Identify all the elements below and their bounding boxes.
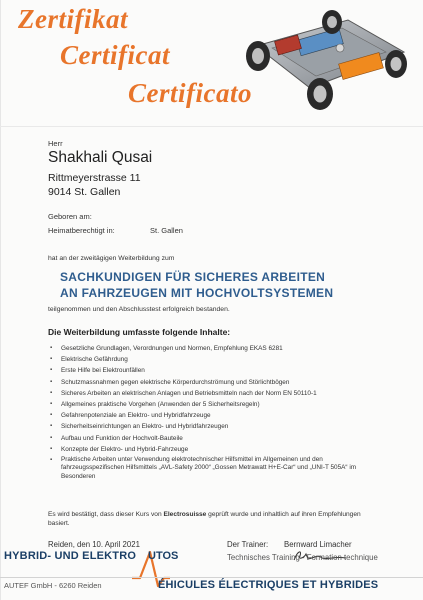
header-divider (0, 126, 423, 127)
brand-tagline: Technisches Training - Formation technique (227, 553, 378, 562)
contents-title: Die Weiterbildung umfasste folgende Inhalte: (48, 327, 231, 337)
brand-autos: UTOS (148, 550, 179, 562)
confirm-pre: Es wird bestätigt, dass dieser Kurs von (48, 511, 164, 518)
hometown-label: Heimatberechtigt in: (48, 226, 115, 235)
list-item: ▪ Gefahrenpotenziale an Elektro- und Hybridfahrzeuge (48, 411, 378, 422)
place-date: Reiden, den 10. April 2021 (48, 540, 140, 549)
course-heading-line1: SACHKUNDIGEN FÜR SICHERES ARBEITEN (60, 270, 326, 284)
trainer-name: Bernward Limacher (284, 540, 352, 549)
salutation: Herr (48, 139, 63, 148)
recipient-name: Shakhali Qusai (48, 149, 153, 166)
title-italian: Certificato (128, 78, 252, 108)
footer-divider (0, 577, 423, 578)
list-item: ▪ Allgemeines praktische Vorgehen (Anwenden der 5 Sicherheitsregeln) (48, 400, 378, 411)
list-item: ▪ Elektrische Gefährdung (48, 355, 378, 366)
list-item: ▪ Aufbau und Funktion der Hochvolt-Bauteile (48, 434, 378, 445)
list-item: ▪ Sicherheitseinrichtungen an Elektro- und Hybridfahrzeugen (48, 422, 378, 433)
confirm-post: geprüft wurde und inhaltlich auf ihren Empfehlungen basiert. (48, 511, 361, 527)
trainer-label: Der Trainer: (227, 540, 269, 549)
brand-hybrid-elektro: HYBRID- UND ELEKTRO (4, 550, 137, 562)
list-item: ▪ Praktische Arbeiten unter Verwendung elektrotechnischer Hilfsmittel im Allgemeinen und den fahrzeugsspezifischen Hilfsmittels „AVL-Safety 2000“ „Gossen Metrawatt H+E-Car“ und „UNI-T 505A“ im Besonderen (48, 456, 378, 484)
list-item: ▪ Schutzmassnahmen gegen elektrische Körperdurchströmung und Störlichtbögen (48, 378, 378, 389)
brand-vehicules: ÉHICULES ÉLECTRIQUES ET HYBRIDES (158, 579, 379, 591)
confirm-org: Electrosuisse (163, 511, 207, 518)
list-item: ▪ Konzepte der Elektro- und Hybrid-Fahrzeuge (48, 445, 378, 456)
born-label: Geboren am: (48, 212, 92, 221)
list-item: ▪ Sicheres Arbeiten an elektrischen Anlagen und Betriebsmitteln nach der Norm EN 50110-1 (48, 389, 378, 400)
ev-chassis-illustration (236, 8, 412, 112)
list-item: ▪ Gesetzliche Grundlagen, Verordnungen und Normen, Empfehlung EKAS 6281 (48, 344, 378, 355)
electrosuisse-confirmation (48, 510, 368, 528)
recipient-city: 9014 St. Gallen (48, 186, 121, 198)
recipient-street: Rittmeyerstrasse 11 (48, 172, 141, 184)
course-heading-line2: AN FAHRZEUGEN MIT HOCHVOLTSYSTEMEN (60, 286, 334, 300)
course-intro: hat an der zweitägigen Weiterbildung zum (48, 255, 175, 262)
title-german: Zertifikat (18, 4, 128, 34)
hometown-value: St. Gallen (150, 226, 183, 235)
topics-list (48, 344, 378, 484)
title-french: Certificat (60, 40, 170, 70)
course-passed: teilgenommen und den Abschlusstest erfolgreich bestanden. (48, 306, 230, 313)
list-item: ▪ Erste Hilfe bei Elektrounfällen (48, 366, 378, 377)
company-address: AUTEF GmbH - 6260 Reiden (4, 581, 102, 590)
